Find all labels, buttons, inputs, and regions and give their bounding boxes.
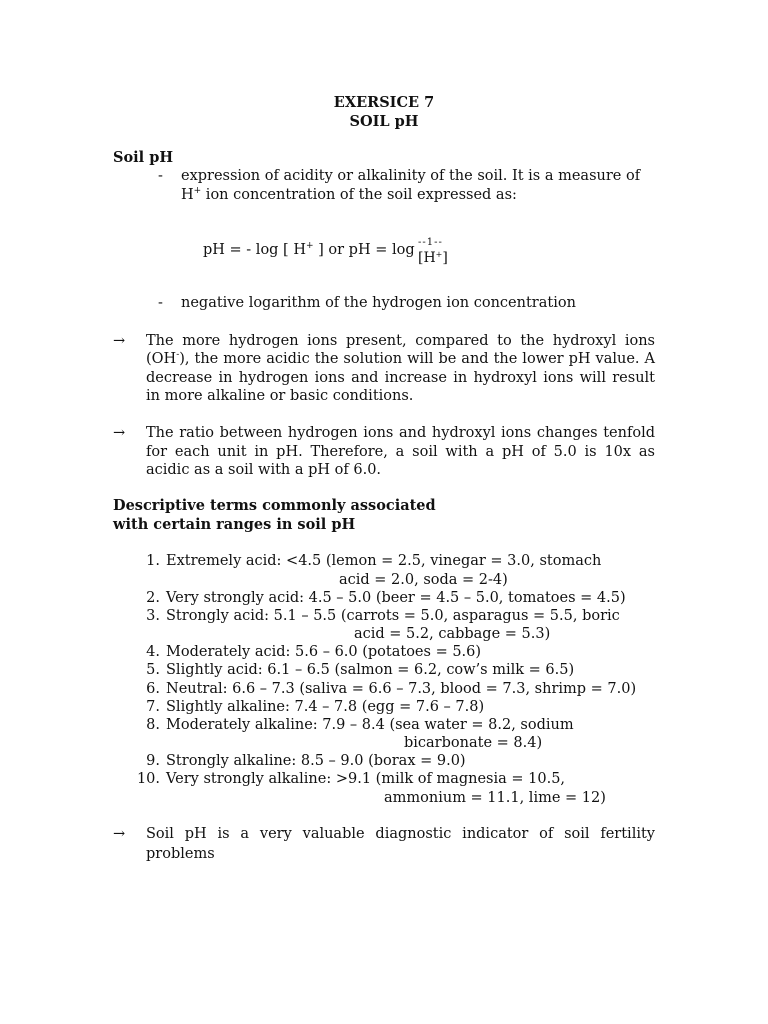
para1-line-1: The more hydrogen ions present, compared to the hydroxyl ions bbox=[146, 333, 655, 349]
definition-line-1: expression of acidity or alkalinity of the soil. It is a measure of bbox=[181, 168, 641, 184]
dash-bullet: - bbox=[158, 295, 163, 311]
list-item-7: 7. Slightly alkaline: 7.4 – 7.8 (egg = 7.6 – 7.8) bbox=[146, 699, 485, 715]
page-title: EXERSICE 7 bbox=[333, 94, 435, 111]
page-subtitle: SOIL pH bbox=[349, 113, 419, 130]
fraction-denominator: [H+] bbox=[418, 250, 448, 266]
para2-line-2: for each unit in pH. Therefore, a soil with a pH of 5.0 is 10x as bbox=[146, 444, 655, 460]
list-item-3-cont: acid = 5.2, cabbage = 5.3) bbox=[354, 626, 551, 642]
list-item-9: 9. Strongly alkaline: 8.5 – 9.0 (borax = 9.0) bbox=[146, 753, 466, 769]
para2-line-3: acidic as a soil with a pH of 6.0. bbox=[146, 462, 382, 478]
list-item-6: 6. Neutral: 6.6 – 7.3 (saliva = 6.6 – 7.3, blood = 7.3, shrimp = 7.0) bbox=[146, 681, 637, 697]
para2-line-1: The ratio between hydrogen ions and hydroxyl ions changes tenfold bbox=[146, 425, 655, 441]
list-item-8-cont: bicarbonate = 8.4) bbox=[404, 735, 543, 751]
ph-formula: pH = - log [ H+ ] or pH = log bbox=[203, 241, 415, 258]
list-item-3: 3. Strongly acid: 5.1 – 5.5 (carrots = 5.0, asparagus = 5.5, boric bbox=[146, 608, 620, 624]
fraction-numerator: --1-- bbox=[418, 237, 443, 248]
list-item-1-cont: acid = 2.0, soda = 2-4) bbox=[339, 572, 508, 588]
list-item-10: 10. Very strongly alkaline: >9.1 (milk of magnesia = 10.5, bbox=[136, 771, 566, 787]
section-heading-descriptive-terms: Descriptive terms commonly associated bbox=[113, 497, 436, 514]
list-item-4: 4. Moderately acid: 5.6 – 6.0 (potatoes = 5.6) bbox=[146, 644, 482, 660]
list-item-8: 8. Moderately alkaline: 7.9 – 8.4 (sea water = 8.2, sodium bbox=[146, 717, 574, 733]
section-heading-soil-ph: Soil pH bbox=[113, 149, 174, 166]
para3-line-2: problems bbox=[146, 846, 215, 862]
para3-line-1: Soil pH is a very valuable diagnostic indicator of soil fertility bbox=[146, 826, 655, 842]
para1-line-2: (OH-), the more acidic the solution will be and the lower pH value. A bbox=[146, 350, 655, 367]
arrow-bullet: → bbox=[113, 333, 126, 349]
ph-fraction bbox=[418, 237, 450, 271]
list-item-2: 2. Very strongly acid: 4.5 – 5.0 (beer = 4.5 – 5.0, tomatoes = 4.5) bbox=[146, 590, 626, 606]
dash-bullet: - bbox=[158, 168, 163, 184]
para1-line-4: in more alkaline or basic conditions. bbox=[146, 388, 414, 404]
list-item-10-cont: ammonium = 11.1, lime = 12) bbox=[384, 790, 606, 806]
definition-line-2: H+ ion concentration of the soil expressed as: bbox=[181, 186, 517, 203]
negative-log-line: negative logarithm of the hydrogen ion concentration bbox=[181, 295, 576, 311]
arrow-bullet: → bbox=[113, 425, 126, 441]
list-item-5: 5. Slightly acid: 6.1 – 6.5 (salmon = 6.2, cow’s milk = 6.5) bbox=[146, 662, 575, 678]
arrow-bullet: → bbox=[113, 826, 126, 842]
list-item-1: 1. Extremely acid: <4.5 (lemon = 2.5, vinegar = 3.0, stomach bbox=[146, 553, 602, 569]
section-heading-descriptive-terms-2: with certain ranges in soil pH bbox=[113, 516, 356, 533]
para1-line-3: decrease in hydrogen ions and increase in hydroxyl ions will result bbox=[146, 370, 655, 386]
